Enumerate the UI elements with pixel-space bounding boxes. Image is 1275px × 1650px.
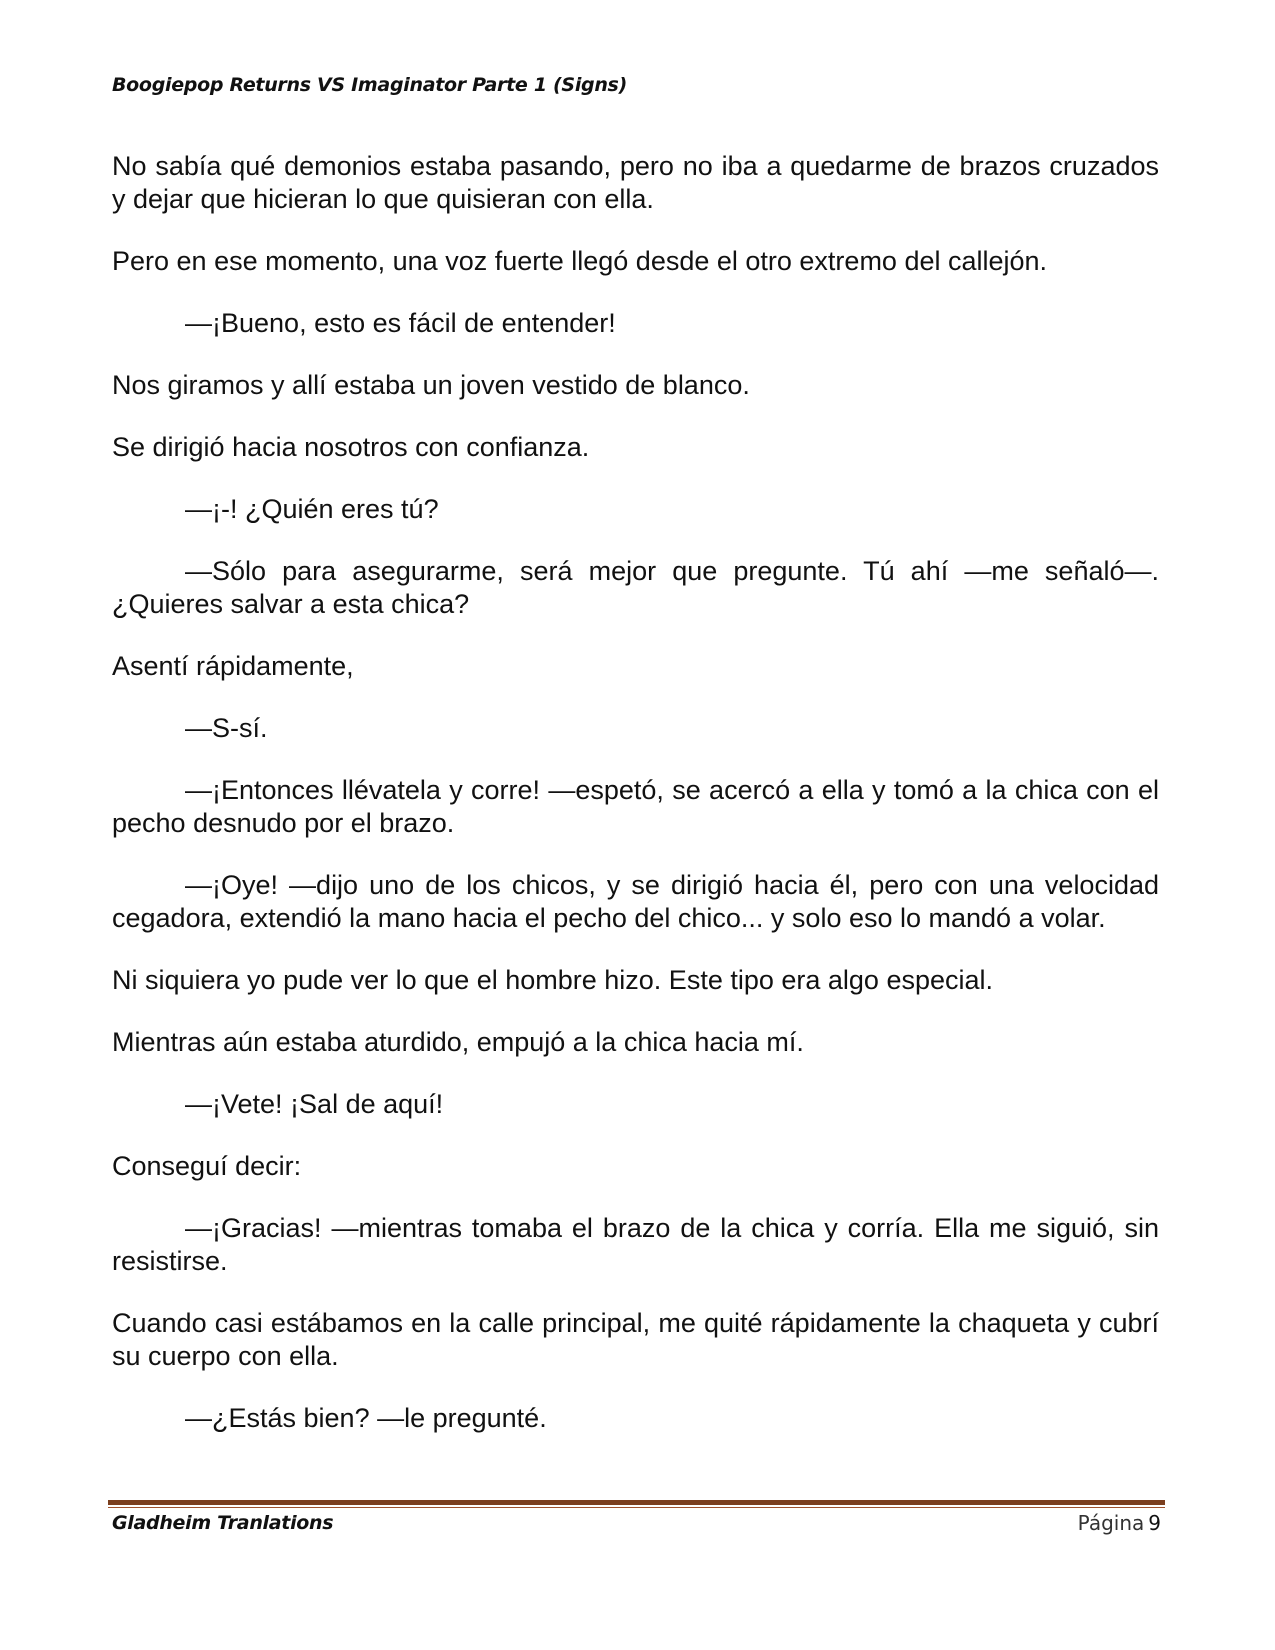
- footer-divider-thin: [108, 1507, 1165, 1508]
- paragraph: Mientras aún estaba aturdido, empujó a la chica hacia mí.: [112, 1027, 804, 1057]
- paragraph: —¿Estás bien? —le pregunté.: [185, 1403, 547, 1433]
- paragraph: —S-sí.: [185, 713, 268, 743]
- paragraph: —¡Oye! —dijo uno de los chicos, y se dirigió hacia él, pero con una velocidad cegadora, extendió la mano hacia el pecho del chico... y solo eso lo mandó a volar.: [112, 870, 1159, 933]
- footer-divider: [108, 1500, 1165, 1508]
- body-text: [112, 150, 1159, 1464]
- header-title: Boogiepop Returns VS Imaginator Parte 1 (Signs): [112, 74, 627, 96]
- paragraph: No sabía qué demonios estaba pasando, pero no iba a quedarme de brazos cruzados y dejar que hicieran lo que quisieran con ella.: [112, 151, 1159, 214]
- paragraph: Se dirigió hacia nosotros con confianza.: [112, 432, 590, 462]
- paragraph: Pero en ese momento, una voz fuerte llegó desde el otro extremo del callejón.: [112, 246, 1048, 276]
- paragraph: Conseguí decir:: [112, 1151, 302, 1181]
- footer-divider-thick: [108, 1500, 1165, 1505]
- footer-publisher: Gladheim Tranlations: [112, 1512, 334, 1534]
- page-number-label: [1078, 1511, 1161, 1535]
- paragraph: Asentí rápidamente,: [112, 651, 354, 681]
- paragraph: —¡Entonces llévatela y corre! —espetó, se acercó a ella y tomó a la chica con el pecho desnudo por el brazo.: [112, 775, 1159, 838]
- paragraph: —Sólo para asegurarme, será mejor que pregunte. Tú ahí —me señaló—. ¿Quieres salvar a esta chica?: [112, 556, 1159, 619]
- page-label: Página: [1077, 1511, 1145, 1535]
- paragraph: Ni siquiera yo pude ver lo que el hombre hizo. Este tipo era algo especial.: [112, 965, 994, 995]
- paragraph: —¡-! ¿Quién eres tú?: [185, 494, 439, 524]
- page-number: 9: [1148, 1511, 1161, 1535]
- paragraph: Cuando casi estábamos en la calle principal, me quité rápidamente la chaqueta y cubrí su cuerpo con ella.: [112, 1308, 1159, 1371]
- paragraph: —¡Bueno, esto es fácil de entender!: [185, 308, 616, 338]
- paragraph: —¡Vete! ¡Sal de aquí!: [185, 1089, 444, 1119]
- paragraph: Nos giramos y allí estaba un joven vestido de blanco.: [112, 370, 750, 400]
- paragraph: —¡Gracias! —mientras tomaba el brazo de la chica y corría. Ella me siguió, sin resistirse.: [112, 1213, 1159, 1276]
